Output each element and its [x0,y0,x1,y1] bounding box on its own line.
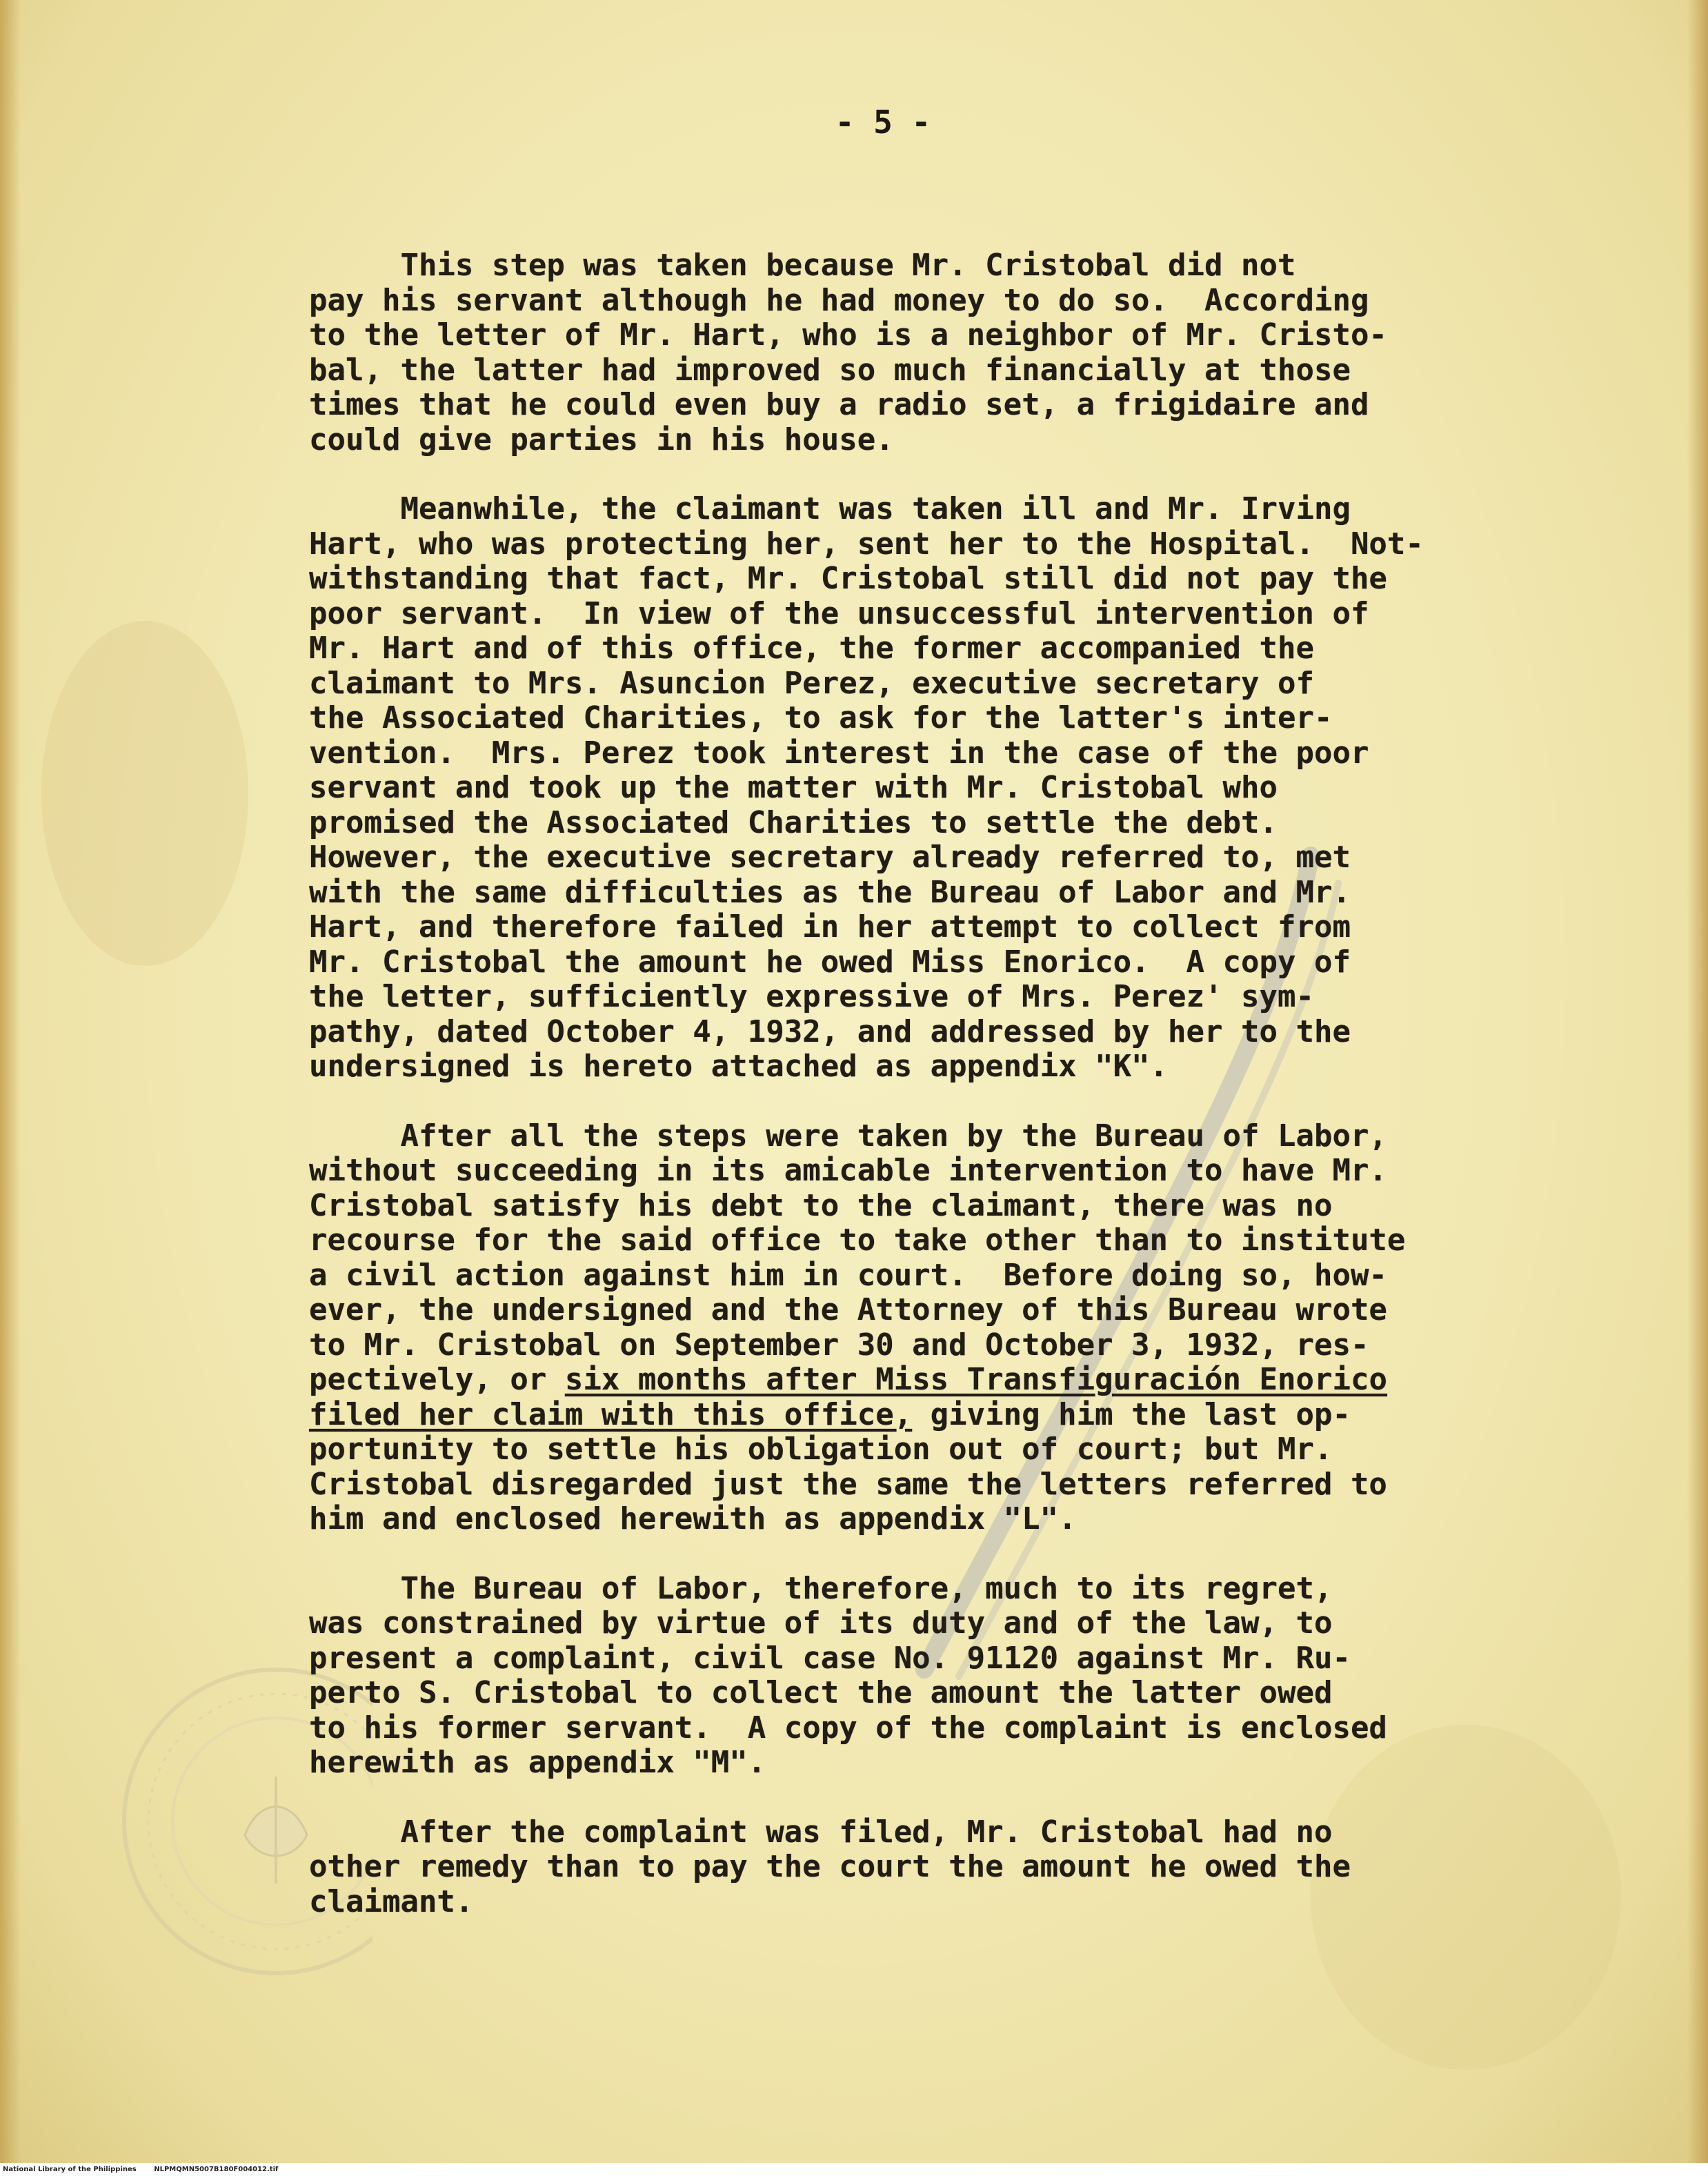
text-line: undersigned is hereto attached as appendix "K". [309,1049,1169,1084]
text-line: to the letter of Mr. Hart, who is a neighbor of Mr. Cristo- [309,317,1387,353]
text-line: portunity to settle his obligation out of court; but Mr. [309,1432,1333,1467]
paragraph-2 [309,492,1620,1085]
scan-footer [0,2163,1708,2176]
text-line: After the complaint was filed, Mr. Cristobal had no [309,1814,1333,1850]
text-line: was constrained by virtue of its duty and of the law, to [309,1605,1333,1641]
text-line: Hart, who was protecting her, sent her to the Hospital. Not- [309,526,1424,562]
paragraph-5 [309,1815,1620,1920]
text-segment: giving him the last op- [912,1396,1351,1432]
text-line: This step was taken because Mr. Cristobal did not [309,248,1296,283]
text-line: herewith as appendix "M". [309,1745,766,1780]
text-line: without succeeding in its amicable intervention to have Mr. [309,1153,1387,1188]
text-line: promised the Associated Charities to settle the debt. [309,804,1278,840]
text-line: with the same difficulties as the Bureau of Labor and Mr. [309,874,1351,910]
text-line: other remedy than to pay the court the amount he owed the [309,1849,1351,1884]
paper-edge-right [1687,0,1708,2163]
underlined-text: filed her claim with this office, [309,1396,913,1432]
text-line: the Associated Charities, to ask for the latter's inter- [309,700,1333,735]
text-line-underlined [309,1363,1620,1398]
text-line: him and enclosed herewith as appendix "L". [309,1501,1077,1536]
text-line: to Mr. Cristobal on September 30 and October 3, 1932, res- [309,1327,1369,1363]
text-line: The Bureau of Labor, therefore, much to its regret, [309,1570,1333,1606]
text-line: recourse for the said office to take other than to institute [309,1223,1406,1258]
paper-stain [41,621,248,966]
text-line: Hart, and therefore failed in her attempt to collect from [309,909,1351,944]
text-line: claimant to Mrs. Asuncion Perez, executive secretary of [309,665,1314,701]
text-line: pay his servant although he had money to do so. According [309,282,1369,318]
text-line: claimant. [309,1883,474,1919]
letter-body [309,248,1620,1954]
text-line: the letter, sufficiently expressive of Mrs. Perez' sym- [309,979,1314,1014]
text-line: However, the executive secretary already referred to, met [309,840,1351,875]
paper-edge-left [0,0,21,2163]
paragraph-3 [309,1119,1620,1537]
text-line: could give parties in his house. [309,422,894,457]
text-segment: pectively, or [309,1362,565,1397]
text-line: After all the steps were taken by the Bureau of Labor, [309,1118,1387,1154]
text-line: Mr. Hart and of this office, the former accompanied the [309,631,1314,666]
text-line: Meanwhile, the claimant was taken ill and Mr. Irving [309,491,1351,526]
footer-institution: National Library of the Philippines [3,2166,137,2173]
paragraph-1 [309,248,1620,457]
text-line: Cristobal satisfy his debt to the claimant, there was no [309,1187,1333,1223]
underlined-text: six months after Miss Transfiguración Enorico [564,1362,1387,1397]
text-line: perto S. Cristobal to collect the amount the latter owed [309,1675,1333,1710]
text-line: a civil action against him in court. Before doing so, how- [309,1257,1387,1293]
text-line: vention. Mrs. Perez took interest in the case of the poor [309,735,1369,771]
text-line: ever, the undersigned and the Attorney of this Bureau wrote [309,1292,1387,1327]
text-line: Cristobal disregarded just the same the letters referred to [309,1466,1387,1502]
paragraph-4 [309,1572,1620,1781]
text-line: servant and took up the matter with Mr. Cristobal who [309,770,1278,805]
text-line-underlined [309,1398,1620,1433]
text-line: to his former servant. A copy of the complaint is enclosed [309,1710,1387,1745]
text-line: poor servant. In view of the unsuccessful intervention of [309,595,1369,631]
footer-file-id: NLPMQMN5007B180F004012.tif [154,2166,279,2173]
text-line: pathy, dated October 4, 1932, and addressed by her to the [309,1013,1351,1049]
text-line: withstanding that fact, Mr. Cristobal still did not pay the [309,561,1387,596]
page-number: - 5 - [835,103,931,141]
text-line: times that he could even buy a radio set, a frigidaire and [309,387,1369,422]
text-line: bal, the latter had improved so much financially at those [309,352,1351,388]
text-line: Mr. Cristobal the amount he owed Miss Enorico. A copy of [309,944,1351,980]
text-line: present a complaint, civil case No. 91120 against Mr. Ru- [309,1640,1351,1676]
